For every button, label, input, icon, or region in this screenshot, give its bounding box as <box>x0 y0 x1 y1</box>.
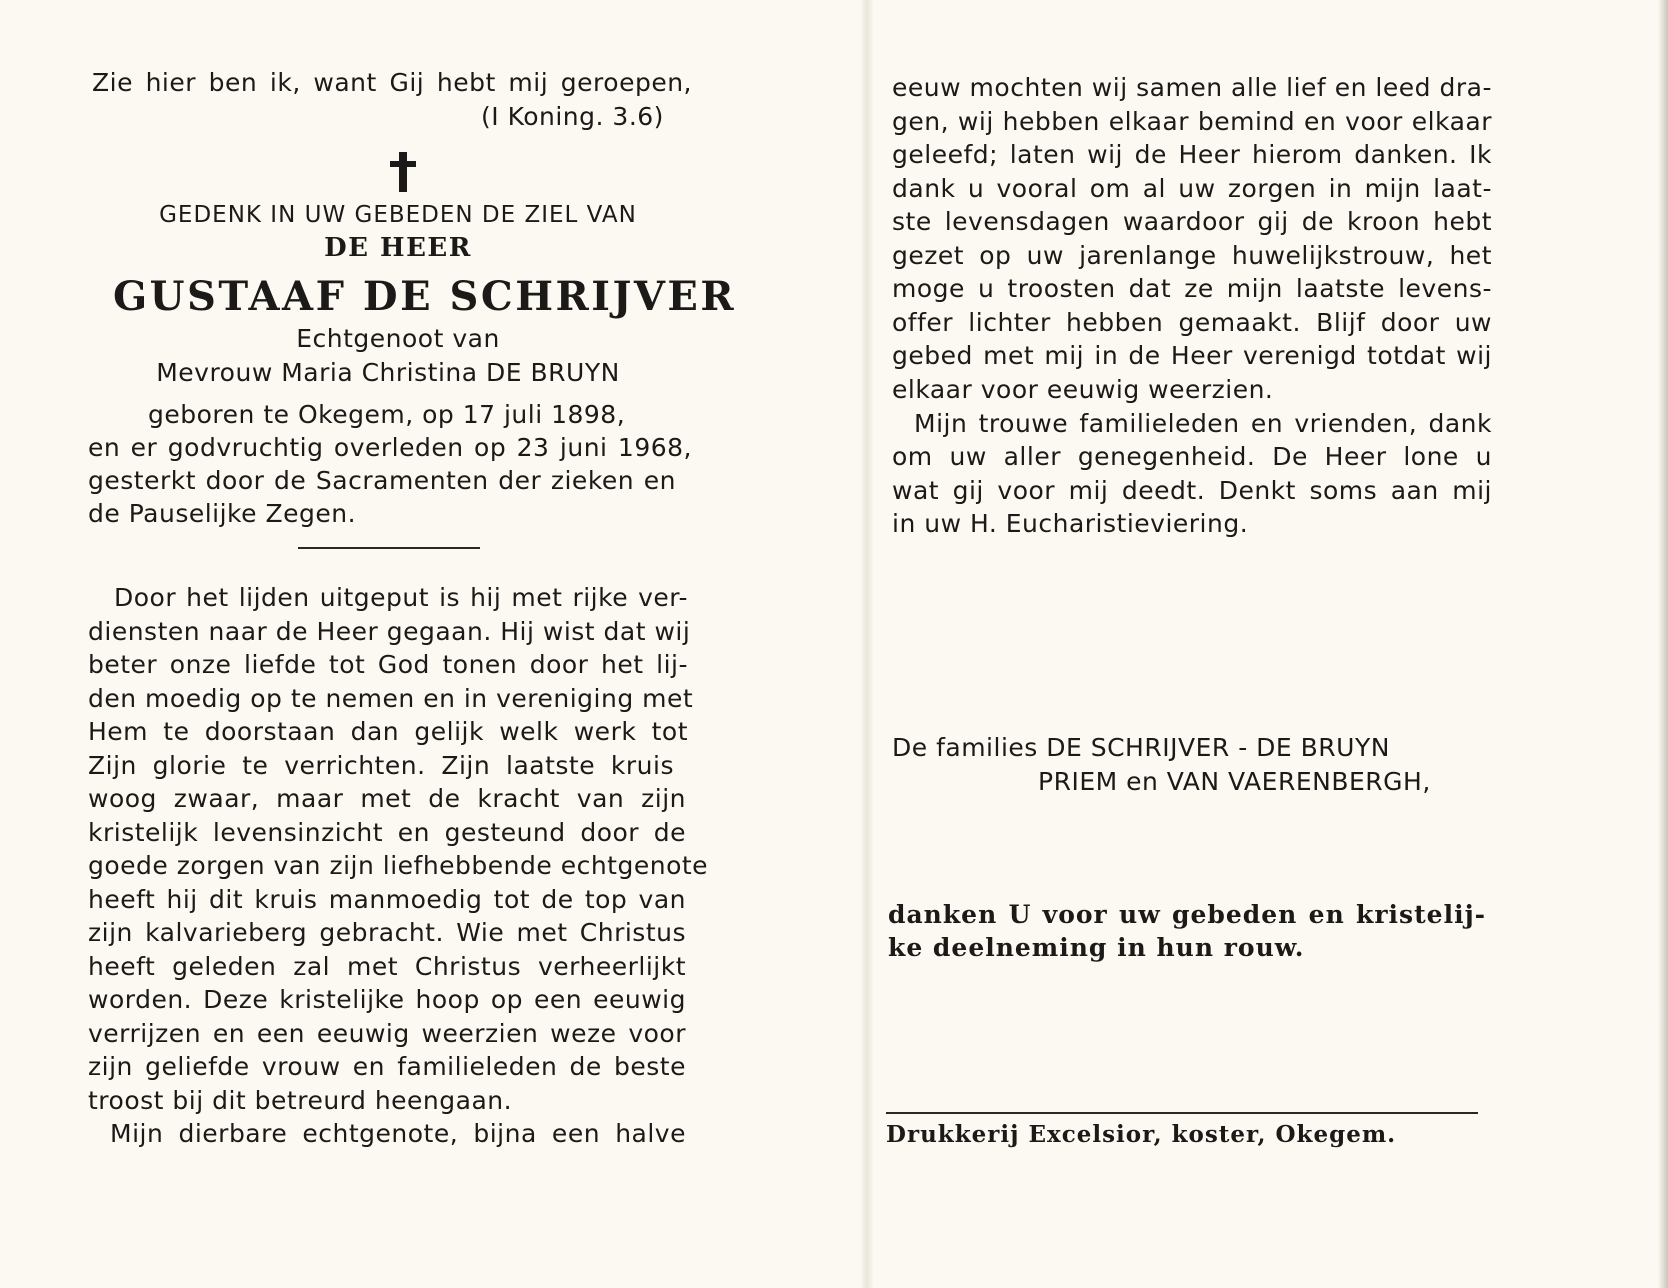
body-line: Zijn glorie te verrichten. Zijn laatste kruis <box>88 751 674 780</box>
body-line: Hem te doorstaan dan gelijk welk werk tot <box>88 717 688 746</box>
families-line: De families DE SCHRIJVER - DE BRUYN <box>892 733 1390 762</box>
detail-line: en er godvruchtig overleden op 23 juni 1968, <box>88 433 692 462</box>
families-line: PRIEM en VAN VAERENBERGH, <box>1038 767 1431 796</box>
honorific: DE HEER <box>324 233 472 263</box>
body-line: woog zwaar, maar met de kracht van zijn <box>88 784 686 813</box>
body-line: zijn geliefde vrouw en familieleden de beste <box>88 1052 686 1081</box>
body-line: goede zorgen van zijn liefhebbende echtgenote <box>88 851 709 880</box>
body-line: in uw H. Eucharistieviering. <box>892 509 1249 538</box>
spouse-label: Echtgenoot van <box>296 324 500 353</box>
body-line: gen, wij hebben elkaar bemind en voor elkaar <box>892 107 1492 136</box>
body-line: moge u troosten dat ze mijn laatste levens- <box>892 274 1492 303</box>
body-line: om uw aller genegenheid. De Heer lone u <box>892 442 1492 471</box>
body-line: verrijzen en een eeuwig weerzien weze voor <box>88 1019 686 1048</box>
printer-credit: Drukkerij Excelsior, koster, Okegem. <box>886 1121 1397 1148</box>
remember-heading: GEDENK IN UW GEBEDEN DE ZIEL VAN <box>159 202 637 228</box>
detail-line: de Pauselijke Zegen. <box>88 499 357 528</box>
body-line: eeuw mochten wij samen alle lief en leed dra- <box>892 73 1492 102</box>
body-line: diensten naar de Heer gegaan. Hij wist dat wij <box>88 617 691 646</box>
body-line: beter onze liefde tot God tonen door het lij- <box>88 650 688 679</box>
spouse-name: Mevrouw Maria Christina DE BRUYN <box>156 358 620 387</box>
body-line: wat gij voor mij deedt. Denkt soms aan mij <box>892 476 1492 505</box>
body-line: kristelijk levensinzicht en gesteund door de <box>88 818 686 847</box>
body-line: Mijn dierbare echtgenote, bijna een halve <box>110 1119 686 1148</box>
body-line: Door het lijden uitgeput is hij met rijke ver- <box>114 583 688 612</box>
latin-cross-icon <box>386 150 420 194</box>
body-line: worden. Deze kristelijke hoop op een eeuwig <box>88 985 686 1014</box>
divider <box>298 547 480 549</box>
detail-line: geboren te Okegem, op 17 juli 1898, <box>148 400 626 429</box>
body-line: dank u vooral om al uw zorgen in mijn laat- <box>892 174 1492 203</box>
body-line: ste levensdagen waardoor gij de kroon hebt <box>892 207 1492 236</box>
body-line: offer lichter hebben gemaakt. Blijf door uw <box>892 308 1492 337</box>
body-line: Mijn trouwe familieleden en vrienden, dank <box>914 409 1492 438</box>
card-edge-shadow <box>1658 0 1668 1288</box>
thanks-line: danken U voor uw gebeden en kristelij- <box>888 900 1486 929</box>
printer-divider <box>886 1112 1478 1114</box>
body-line: zijn kalvarieberg gebracht. Wie met Christus <box>88 918 686 947</box>
body-line: elkaar voor eeuwig weerzien. <box>892 375 1274 404</box>
body-line: troost bij dit betreurd heengaan. <box>88 1086 513 1115</box>
body-line: heeft hij dit kruis manmoedig tot de top van <box>88 885 686 914</box>
deceased-name: GUSTAAF DE SCHRIJVER <box>113 273 737 320</box>
detail-line: gesterkt door de Sacramenten der zieken en <box>88 466 676 495</box>
body-line: heeft geleden zal met Christus verheerlijkt <box>88 952 686 981</box>
body-line: geleefd; laten wij de Heer hierom danken. Ik <box>892 140 1492 169</box>
epigraph-quote: Zie hier ben ik, want Gij hebt mij geroepen, <box>92 68 692 97</box>
epigraph-reference: (I Koning. 3.6) <box>481 102 664 131</box>
body-line: den moedig op te nemen en in vereniging met <box>88 684 694 713</box>
body-line: gezet op uw jarenlange huwelijkstrouw, het <box>892 241 1492 270</box>
card-fold <box>860 0 874 1288</box>
thanks-line: ke deelneming in hun rouw. <box>888 933 1305 962</box>
body-line: gebed met mij in de Heer verenigd totdat wij <box>892 341 1492 370</box>
